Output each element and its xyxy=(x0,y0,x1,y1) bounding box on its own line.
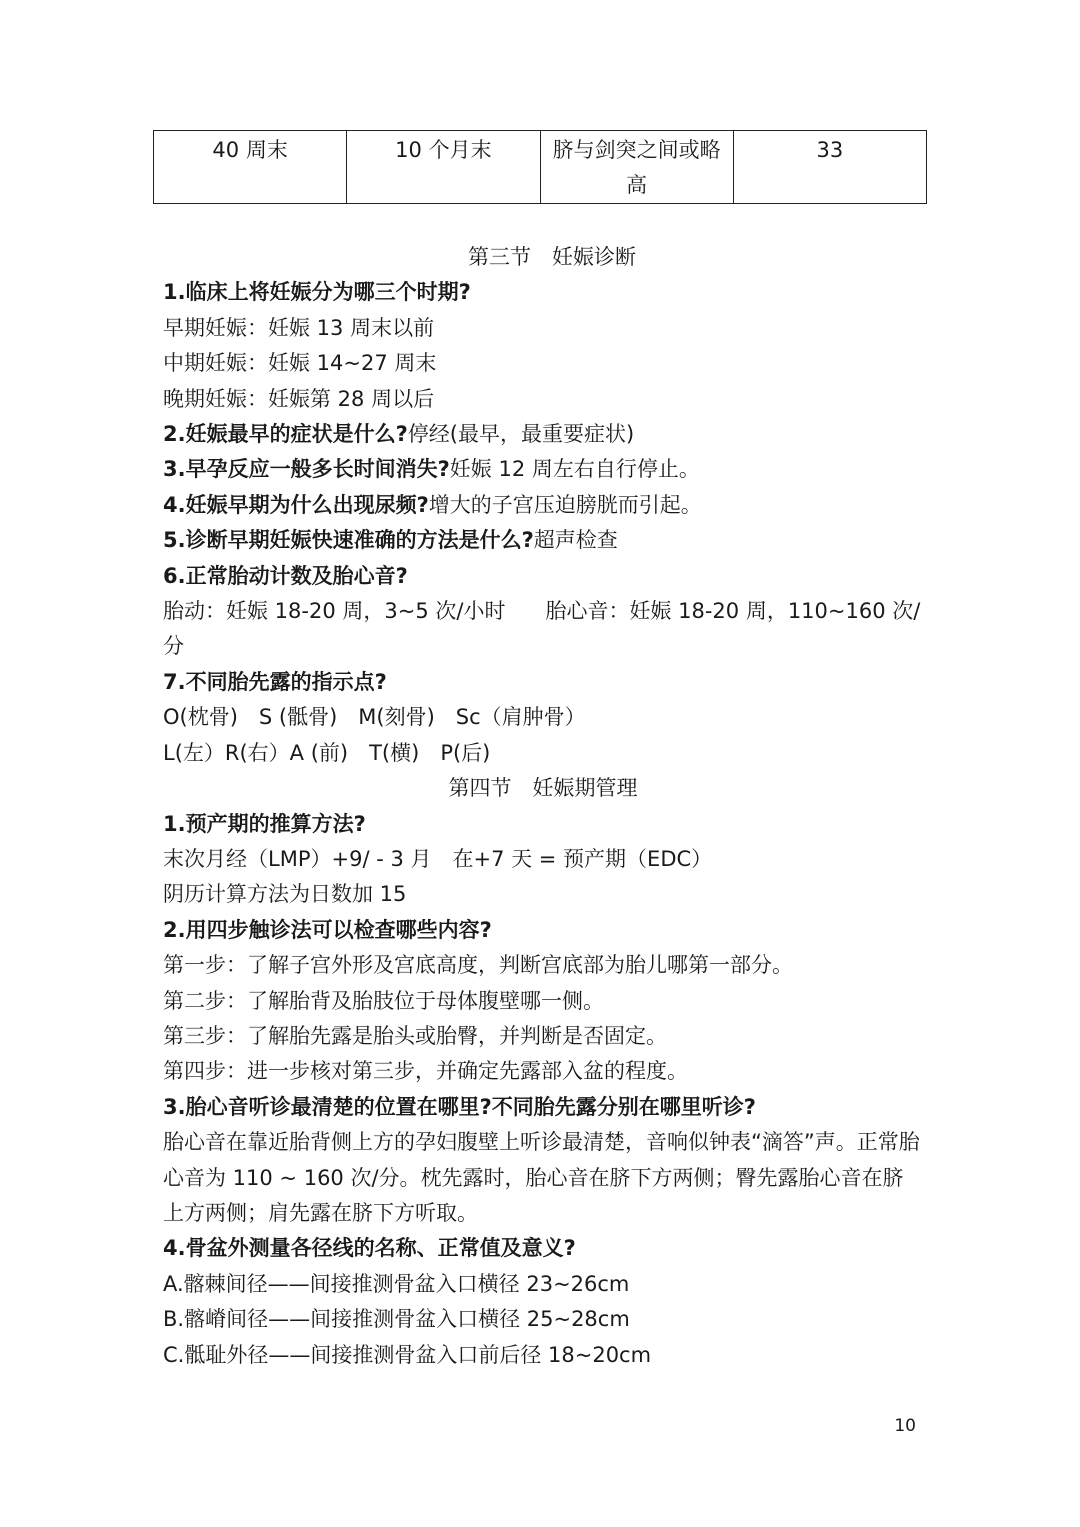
question-heading: 2.妊娠最早的症状是什么? xyxy=(163,422,408,447)
answer-text: 胎动：妊娠 18-20 周，3~5 次/小时 xyxy=(163,599,506,624)
question-heading: 5.诊断早期妊娠快速准确的方法是什么? xyxy=(163,528,534,553)
answer-text: 胎心音：妊娠 18-20 周，110~160 次/分 xyxy=(163,599,921,659)
question-heading: 1.预产期的推算方法? xyxy=(163,811,366,836)
question-heading: 3.胎心音听诊最清楚的位置在哪里?不同胎先露分别在哪里听诊? xyxy=(163,1094,756,1119)
answer-text: 增大的子宫压迫膀胱而引起。 xyxy=(428,492,702,517)
answer-text: 停经(最早，最重要症状) xyxy=(407,422,635,447)
question-heading: 1.临床上将妊娠分为哪三个时期? xyxy=(163,280,471,305)
section-title: 第三节 妊娠诊断 xyxy=(468,245,636,269)
answer-text: 第二步：了解胎背及胎肢位于母体腹壁哪一侧。 xyxy=(163,988,604,1013)
table-row xyxy=(154,131,927,204)
answer-paragraph: 胎心音在靠近胎背侧上方的孕妇腹壁上听诊最清楚，音响似钟表“滴答”声。正常胎心音为 110 ~ 160 次/分。枕先露时，胎心音在脐下方两侧；臀先露胎心音在脐上方两侧；肩先露在脐下方听取。 xyxy=(163,1130,920,1225)
qa-line xyxy=(163,488,923,523)
qa-line xyxy=(163,523,923,558)
question-heading: 2.用四步触诊法可以检查哪些内容? xyxy=(163,917,492,942)
question-heading: 4.骨盆外测量各径线的名称、正常值及意义? xyxy=(163,1236,576,1261)
document-body xyxy=(163,240,923,1373)
question-heading: 4.妊娠早期为什么出现尿频? xyxy=(163,492,429,517)
answer-text: 末次月经（LMP）+9/ - 3 月 在+7 天 = 预产期（EDC） xyxy=(163,846,713,871)
page-number: 10 xyxy=(894,1416,916,1436)
answer-text: B.髂嵴间径——间接推测骨盆入口横径 25~28cm xyxy=(163,1307,630,1332)
answer-text: 晚期妊娠：妊娠第 28 周以后 xyxy=(163,386,435,411)
answer-text: 第一步：了解子宫外形及宫底高度，判断宫底部为胎儿哪第一部分。 xyxy=(163,953,793,978)
answer-text: 早期妊娠：妊娠 13 周末以前 xyxy=(163,315,435,340)
gestation-table xyxy=(153,130,927,204)
answer-text: 第四步：进一步核对第三步，并确定先露部入盆的程度。 xyxy=(163,1059,688,1084)
answer-paragraph xyxy=(163,594,923,665)
question-heading: 7.不同胎先露的指示点? xyxy=(163,669,387,694)
table-cell-week: 40 周末 xyxy=(154,131,347,204)
answer-text: 妊娠 12 周左右自行停止。 xyxy=(449,457,700,482)
table-cell-fundal-height: 脐与剑突之间或略高 xyxy=(540,131,733,204)
answer-text: O(枕骨) S (骶骨) M(刻骨) Sc（肩肿骨） xyxy=(163,705,586,730)
qa-line xyxy=(163,417,923,452)
qa-line xyxy=(163,452,923,487)
table-cell-cm: 33 xyxy=(733,131,926,204)
question-heading: 3.早孕反应一般多长时间消失? xyxy=(163,457,450,482)
answer-text: 超声检查 xyxy=(533,528,618,553)
section-title: 第四节 妊娠期管理 xyxy=(448,776,638,801)
table-cell-month: 10 个月末 xyxy=(347,131,540,204)
answer-text: C.骶耻外径——间接推测骨盆入口前后径 18~20cm xyxy=(163,1342,652,1367)
answer-text: 中期妊娠：妊娠 14~27 周末 xyxy=(163,351,437,376)
answer-text: 第三步：了解胎先露是胎头或胎臀，并判断是否固定。 xyxy=(163,1023,667,1048)
answer-text: 阴历计算方法为日数加 15 xyxy=(163,882,407,907)
answer-text: L(左）R(右）A (前) T(横) P(后) xyxy=(163,740,491,765)
answer-text: A.髂棘间径——间接推测骨盆入口横径 23~26cm xyxy=(163,1271,630,1296)
question-heading: 6.正常胎动计数及胎心音? xyxy=(163,563,408,588)
